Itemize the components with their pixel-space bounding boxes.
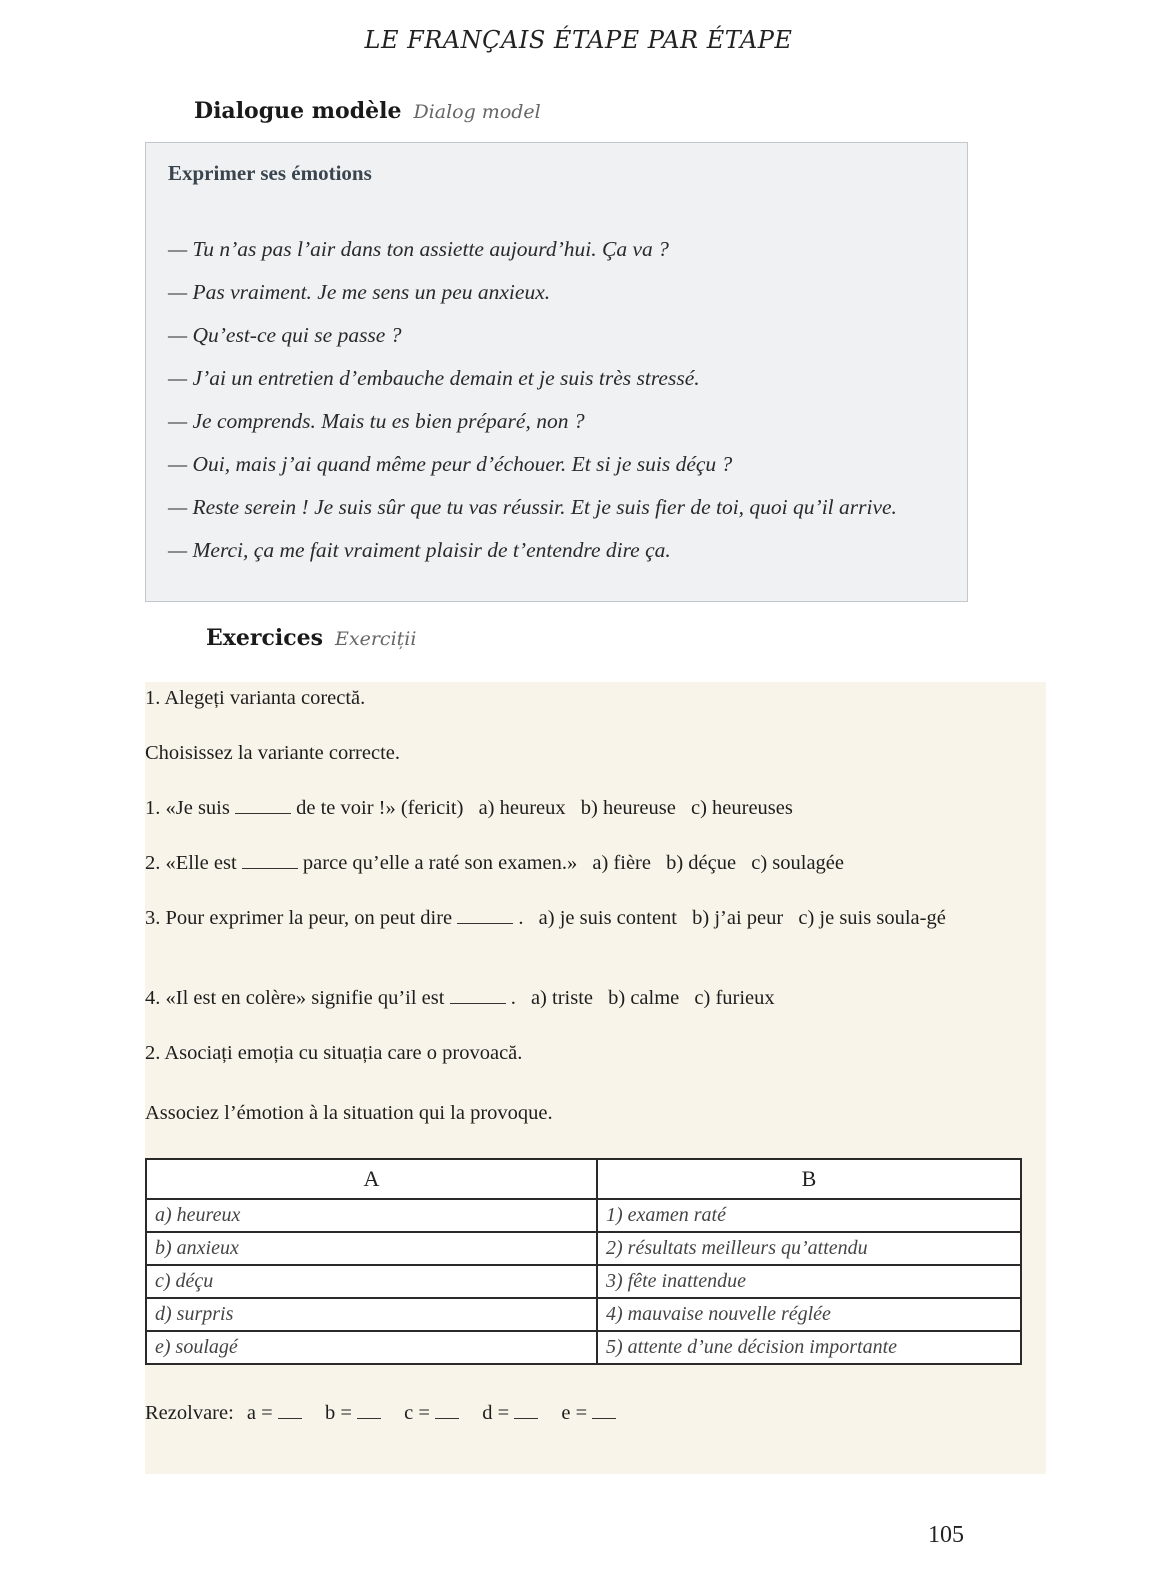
resolution-slot <box>404 1402 459 1424</box>
exercises-heading-fr: Exercices <box>206 625 324 651</box>
item-stem-start: 2. «Elle est <box>145 852 237 874</box>
emotion-cell: c) déçu <box>146 1265 597 1298</box>
answer-blank[interactable] <box>278 1402 302 1419</box>
dialog-line: — J’ai un entretien d’embauche demain et je suis très stressé. <box>168 366 700 390</box>
option-a[interactable]: a) heureux <box>478 797 566 819</box>
resolution-slot <box>325 1402 381 1424</box>
exercise1-item <box>145 985 775 1011</box>
slot-label: c = <box>404 1402 430 1424</box>
table-header-row <box>146 1159 1021 1199</box>
situation-cell: 2) résultats meilleurs qu’attendu <box>597 1232 1021 1265</box>
situation-cell: 3) fête inattendue <box>597 1265 1021 1298</box>
dialog-box-title: Exprimer ses émotions <box>168 161 372 185</box>
resolution-slot <box>561 1402 616 1424</box>
answer-blank[interactable] <box>357 1402 381 1419</box>
emotion-cell: b) anxieux <box>146 1232 597 1265</box>
option-a[interactable]: a) triste <box>530 987 593 1009</box>
slot-label: b = <box>324 1402 352 1424</box>
exercises-heading-ro: Exerciții <box>335 628 417 650</box>
answer-blank[interactable] <box>514 1402 538 1419</box>
situation-cell: 5) attente d’une décision importante <box>597 1331 1021 1364</box>
table-row <box>146 1232 1021 1265</box>
dialog-heading-ro: Dialog model <box>413 101 541 123</box>
answer-blank[interactable] <box>435 1402 459 1419</box>
option-b[interactable]: b) calme <box>608 987 680 1009</box>
running-header: LE FRANÇAIS ÉTAPE PAR ÉTAPE <box>364 26 793 54</box>
emotion-cell: e) soulagé <box>146 1331 597 1364</box>
answer-blank[interactable] <box>450 985 506 1004</box>
emotion-cell: d) surpris <box>146 1298 597 1331</box>
item-stem-start: 1. «Je suis <box>145 797 230 819</box>
page-number: 105 <box>928 1522 964 1548</box>
option-b[interactable]: b) déçue <box>666 852 737 874</box>
resolution-slot <box>247 1402 302 1424</box>
dialog-line: — Merci, ça me fait vraiment plaisir de t’entendre dire ça. <box>168 538 671 562</box>
dialog-heading-fr: Dialogue modèle <box>194 98 402 124</box>
dialog-box <box>145 142 968 602</box>
slot-label: d = <box>482 1402 510 1424</box>
column-header-b: B <box>597 1159 1021 1199</box>
option-c[interactable]: c) heureuses <box>690 797 793 819</box>
item-stem-end: parce qu’elle a raté son examen.» <box>302 852 578 874</box>
answer-blank[interactable] <box>592 1402 616 1419</box>
dialog-line: — Reste serein ! Je suis sûr que tu vas réussir. Et je suis fier de toi, quoi qu’il arrive. <box>168 495 897 519</box>
option-b[interactable]: b) heureuse <box>580 797 676 819</box>
item-stem-start: 4. «Il est en colère» signifie qu’il est <box>145 987 445 1009</box>
table-row <box>146 1331 1021 1364</box>
table-row <box>146 1298 1021 1331</box>
resolution-slot <box>482 1402 538 1424</box>
answer-blank[interactable] <box>242 850 298 869</box>
answer-blank[interactable] <box>235 795 291 814</box>
option-b[interactable]: b) j’ai peur <box>692 907 784 929</box>
option-c[interactable]: c) furieux <box>694 987 775 1009</box>
dialog-line: — Je comprends. Mais tu es bien préparé, non ? <box>168 409 585 433</box>
exercise1-title-ro: 1. Alegeți varianta corectă. <box>145 687 366 709</box>
dialog-line: — Tu n’as pas l’air dans ton assiette aujourd’hui. Ça va ? <box>168 237 669 261</box>
emotion-cell: a) heureux <box>146 1199 597 1232</box>
dialog-section-heading <box>194 98 541 124</box>
item-stem-start: 3. Pour exprimer la peur, on peut dire <box>145 907 453 929</box>
option-c[interactable]: c) soulagée <box>751 852 845 874</box>
column-header-a: A <box>146 1159 597 1199</box>
exercise2-title-ro: 2. Asociați emoția cu situația care o provoacă. <box>145 1042 523 1064</box>
resolution-label: Rezolvare: <box>145 1402 234 1424</box>
slot-label: a = <box>246 1402 273 1424</box>
dialog-line: — Pas vraiment. Je me sens un peu anxieux. <box>168 280 551 304</box>
option-c[interactable]: c) je suis soula-gé <box>798 907 946 929</box>
exercise1-title-fr: Choisissez la variante correcte. <box>145 742 400 764</box>
option-a[interactable]: a) je suis content <box>538 907 678 929</box>
option-a[interactable]: a) fière <box>592 852 651 874</box>
situation-cell: 1) examen raté <box>597 1199 1021 1232</box>
table-row <box>146 1199 1021 1232</box>
item-stem-end: de te voir !» (fericit) <box>296 797 464 819</box>
exercise1-item <box>145 795 793 821</box>
exercise2-title-fr: Associez l’émotion à la situation qui la provoque. <box>145 1102 553 1124</box>
answer-blank[interactable] <box>457 905 513 924</box>
slot-label: e = <box>561 1402 588 1424</box>
exercise1-item <box>145 850 844 876</box>
exercise1-item <box>145 905 1040 931</box>
item-stem-end: . <box>510 987 516 1009</box>
exercises-section-heading <box>206 625 416 651</box>
item-stem-end: . <box>518 907 524 929</box>
table-row <box>146 1265 1021 1298</box>
dialog-line: — Oui, mais j’ai quand même peur d’échouer. Et si je suis déçu ? <box>168 452 733 476</box>
resolution-line <box>145 1402 634 1425</box>
matching-table <box>145 1158 1022 1365</box>
dialog-line: — Qu’est-ce qui se passe ? <box>168 323 402 347</box>
situation-cell: 4) mauvaise nouvelle réglée <box>597 1298 1021 1331</box>
